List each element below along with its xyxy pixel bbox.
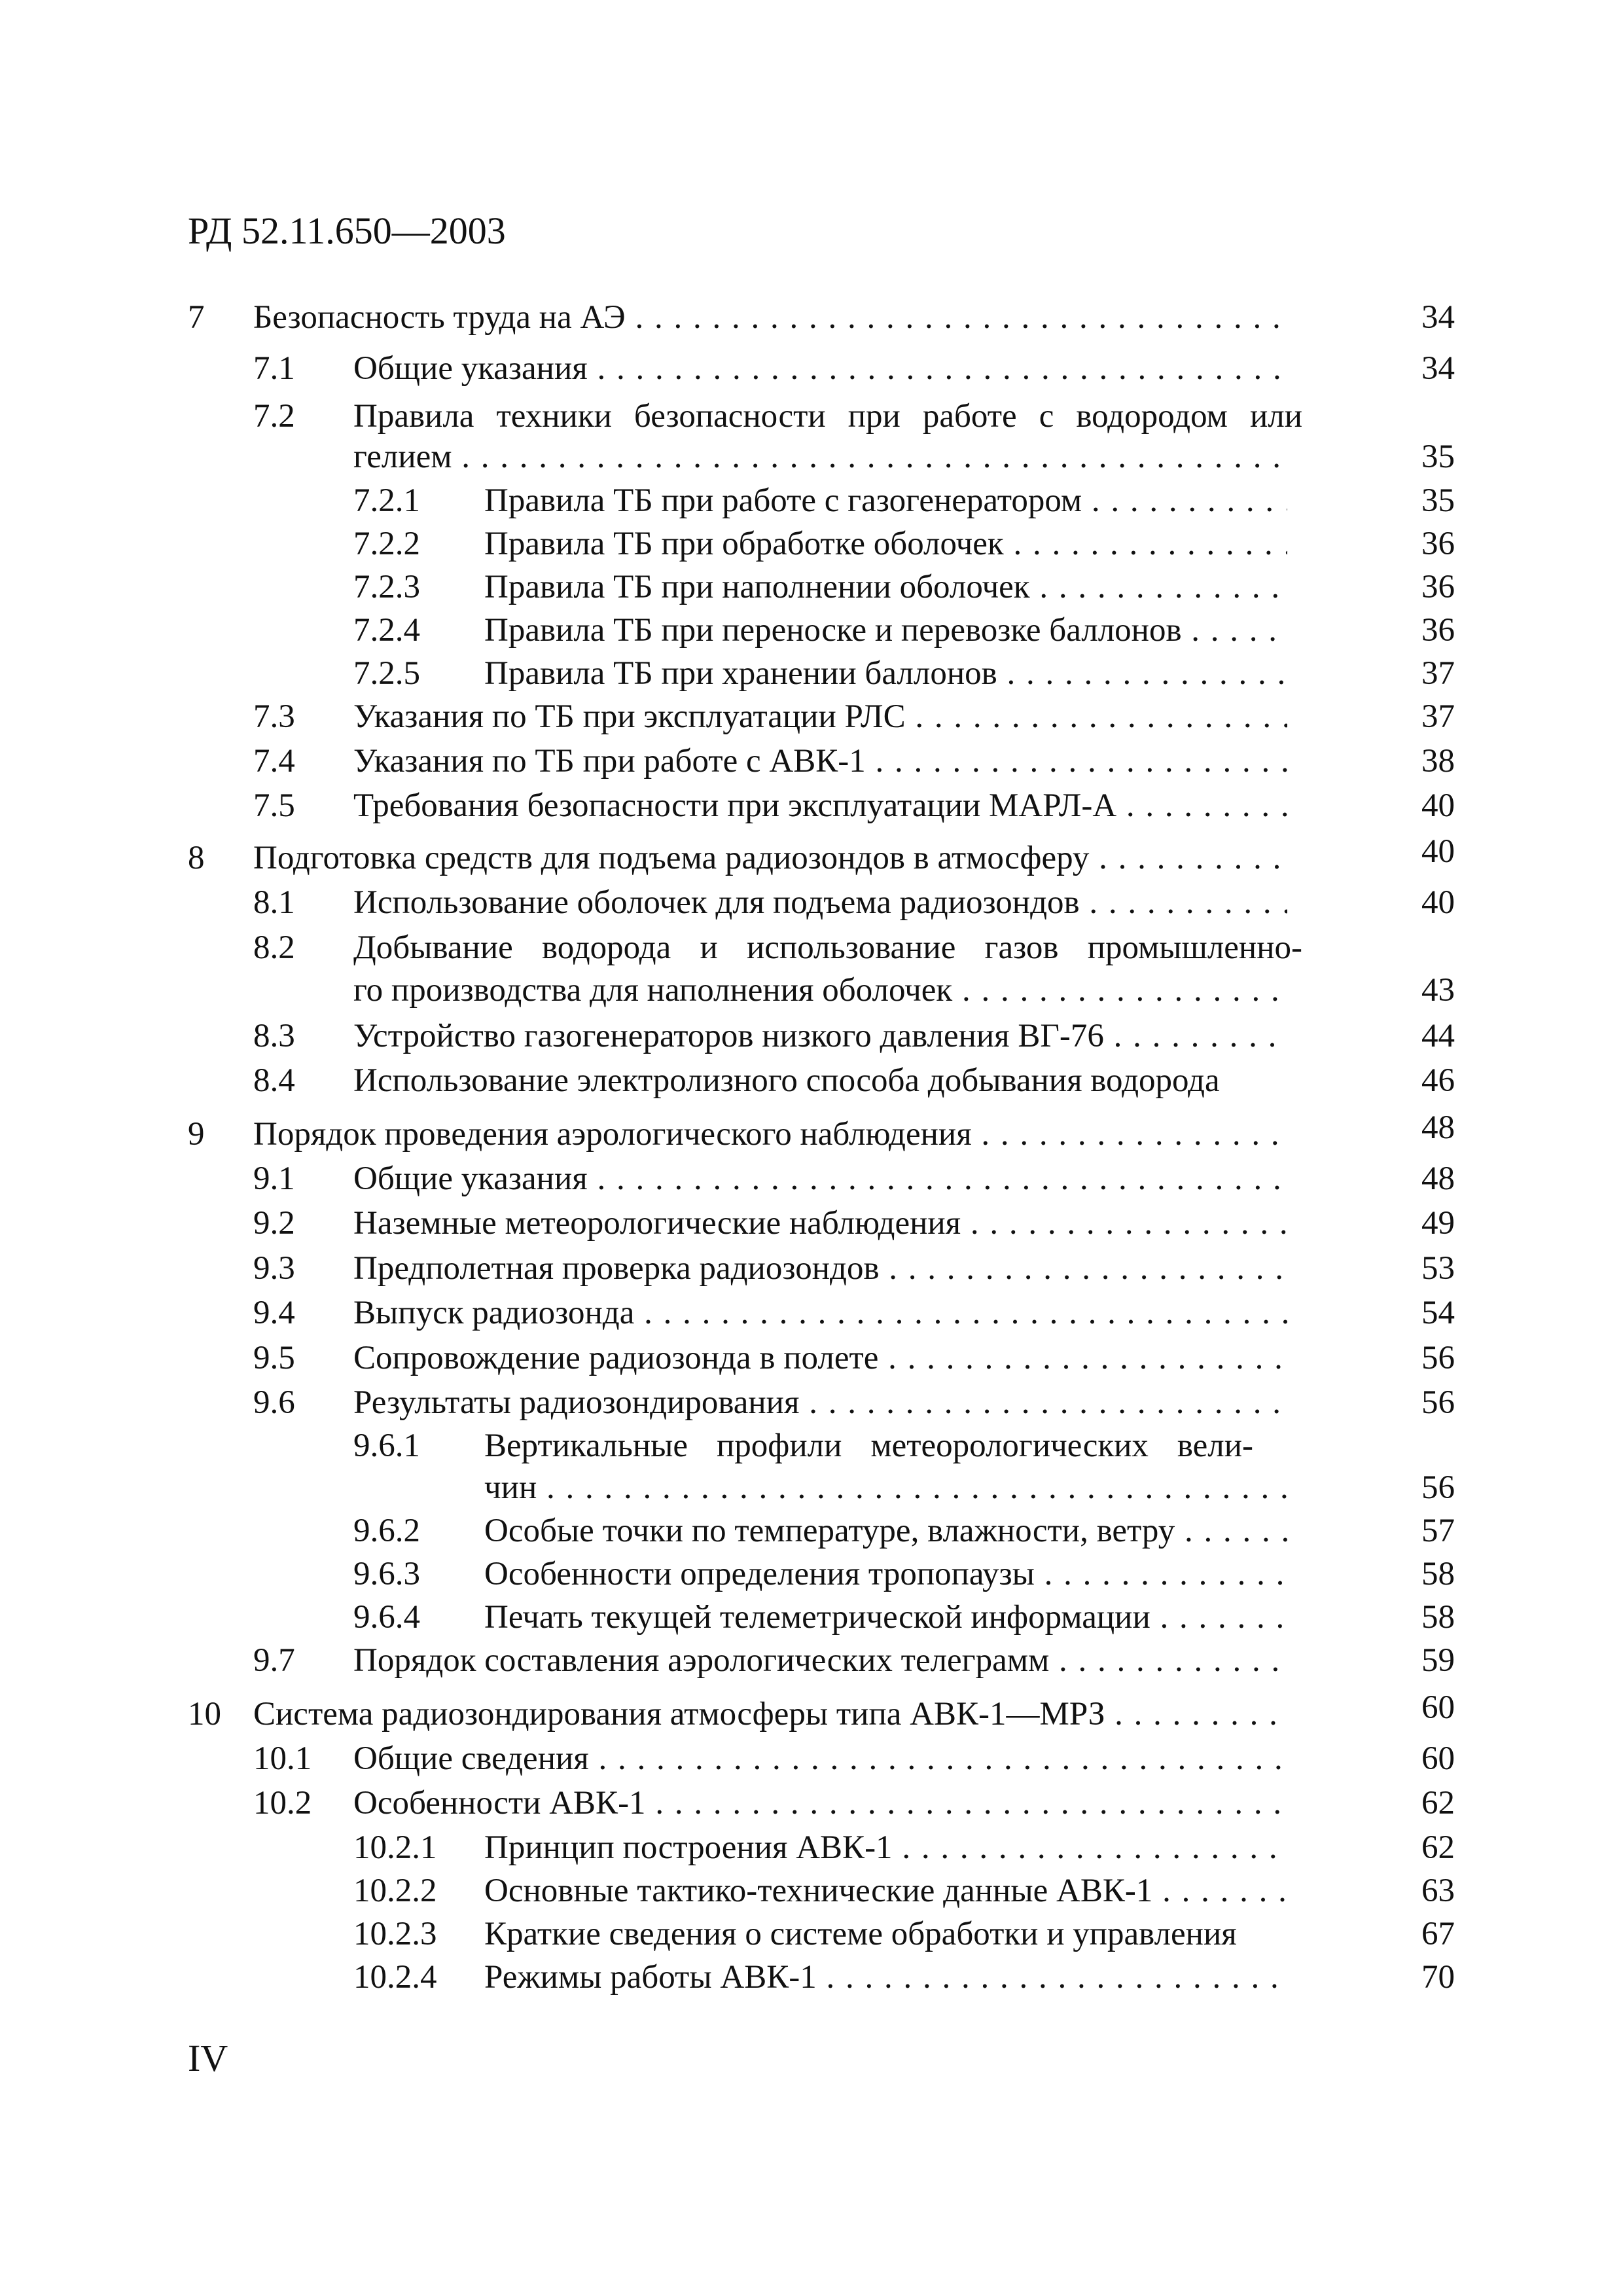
toc-entry xyxy=(0,1596,1623,1639)
toc-number: 7.2.2 xyxy=(353,526,420,562)
toc-page: 62 xyxy=(1421,1829,1455,1866)
toc-page: 40 xyxy=(1421,787,1455,824)
toc-number: 8.4 xyxy=(253,1062,295,1099)
toc-number: 9.3 xyxy=(253,1250,295,1287)
toc-number: 10.2 xyxy=(253,1785,312,1821)
toc-title: Особые точки по температуре, влажности, ветру . . . xyxy=(484,1509,1287,1552)
toc-entry xyxy=(0,926,1623,969)
toc-page: 38 xyxy=(1421,743,1455,780)
toc-number: 7 xyxy=(188,299,205,336)
toc-number: 7.1 xyxy=(253,350,295,387)
toc-page: 36 xyxy=(1421,526,1455,562)
toc-title-line: го производства для наполнения оболочек . . . xyxy=(353,969,1287,1012)
toc-entry-continuation xyxy=(0,969,1623,1012)
toc-title: Основные тактико-технические данные АВК-1 . . . xyxy=(484,1869,1287,1912)
toc-entry-continuation xyxy=(0,1466,1623,1509)
toc-number: 10.2.2 xyxy=(353,1873,437,1909)
toc-page: 49 xyxy=(1421,1205,1455,1242)
toc-title: Выпуск радиозонда . . . xyxy=(353,1291,1287,1335)
toc-page: 35 xyxy=(1421,482,1455,519)
toc-number: 9.2 xyxy=(253,1205,295,1242)
toc-number: 7.2.1 xyxy=(353,482,420,519)
toc-title-line: гелием . . . xyxy=(353,435,1287,478)
toc-entry xyxy=(0,1639,1623,1682)
toc-title: Особенности АВК-1 . . . xyxy=(353,1782,1287,1825)
toc-number: 9.4 xyxy=(253,1295,295,1331)
toc-number: 8.2 xyxy=(253,929,295,966)
toc-entry xyxy=(0,609,1623,652)
toc-number: 9.7 xyxy=(253,1642,295,1679)
toc-title-line: чин . . . xyxy=(484,1466,1287,1509)
toc-page: 58 xyxy=(1421,1599,1455,1636)
toc-number: 10.2.3 xyxy=(353,1916,437,1952)
toc-page: 58 xyxy=(1421,1556,1455,1592)
toc-page: 37 xyxy=(1421,655,1455,692)
toc-number: 9 xyxy=(188,1116,205,1153)
toc-number: 9.6.2 xyxy=(353,1513,420,1549)
toc-page: 34 xyxy=(1421,299,1455,336)
toc-title: Общие указания . . . xyxy=(353,347,1287,390)
toc-page: 70 xyxy=(1421,1959,1455,1996)
toc-title: Правила ТБ при хранении баллонов . . . xyxy=(484,652,1287,695)
toc-number: 7.5 xyxy=(253,787,295,824)
toc-title: Правила ТБ при наполнении оболочек . . . xyxy=(484,565,1287,609)
toc-title: Требования безопасности при эксплуатации МАРЛ-А . . . xyxy=(353,784,1287,827)
toc-title: Порядок проведения аэрологического наблюдения . . . xyxy=(253,1113,1287,1156)
toc-title: Правила ТБ при переноске и перевозке баллонов . . . xyxy=(484,609,1287,652)
toc-title: Правила ТБ при обработке оболочек . . . xyxy=(484,522,1287,565)
toc-page: 60 xyxy=(1421,1689,1455,1726)
toc-number: 8.3 xyxy=(253,1018,295,1054)
toc-number: 10.2.4 xyxy=(353,1959,437,1996)
toc-page: 56 xyxy=(1421,1340,1455,1376)
toc-entry xyxy=(0,479,1623,522)
toc-entry xyxy=(0,784,1623,827)
toc-title: Принцип построения АВК-1 . . . xyxy=(484,1826,1287,1869)
toc-entry xyxy=(0,695,1623,738)
toc-number: 7.2 xyxy=(253,398,295,435)
toc-title: Предполетная проверка радиозондов . . . xyxy=(353,1247,1287,1290)
toc-entry xyxy=(0,395,1623,438)
toc-page: 43 xyxy=(1421,972,1455,1009)
toc-title: Порядок составления аэрологических телеграмм . . . xyxy=(353,1639,1287,1682)
toc-page: 48 xyxy=(1421,1160,1455,1197)
toc-page: 63 xyxy=(1421,1873,1455,1909)
toc-page: 37 xyxy=(1421,698,1455,735)
toc-entry xyxy=(0,1509,1623,1552)
toc-entry xyxy=(0,1381,1623,1424)
page-number: IV xyxy=(188,2037,228,2079)
toc-entry xyxy=(0,1826,1623,1869)
toc-title: Печать текущей телеметрической информации . . . xyxy=(484,1596,1287,1639)
toc-entry xyxy=(0,1912,1623,1956)
toc-entry xyxy=(0,1247,1623,1290)
toc-title: Использование электролизного способа добывания водорода xyxy=(353,1062,1220,1099)
toc-page: 36 xyxy=(1421,569,1455,605)
toc-number: 9.6.1 xyxy=(353,1427,420,1464)
toc-entry xyxy=(0,1956,1623,1999)
toc-page: 59 xyxy=(1421,1642,1455,1679)
toc-entry xyxy=(0,1059,1623,1102)
toc-page: 67 xyxy=(1421,1916,1455,1952)
toc-title: Режимы работы АВК-1 . . . xyxy=(484,1956,1287,1999)
toc-entry xyxy=(0,347,1623,390)
toc-title: Общие указания . . . xyxy=(353,1157,1287,1200)
toc-number: 10 xyxy=(188,1696,221,1732)
toc-title: Краткие сведения о системе обработки и управления xyxy=(484,1916,1237,1952)
toc-title: Подготовка средств для подъема радиозондов в атмосферу . . . xyxy=(253,836,1287,880)
toc-title-line: Вертикальные профили метеорологических вели- xyxy=(484,1427,1253,1464)
toc-title: Наземные метеорологические наблюдения . . . xyxy=(353,1202,1287,1245)
toc-page: 53 xyxy=(1421,1250,1455,1287)
toc-entry xyxy=(0,740,1623,783)
toc-entry-continuation xyxy=(0,435,1623,478)
toc-title: Использование оболочек для подъема радиозондов . . . xyxy=(353,881,1287,924)
toc-title-line: Добывание водорода и использование газов промышленно- xyxy=(353,929,1302,966)
toc-title: Сопровождение радиозонда в полете . . . xyxy=(353,1336,1287,1380)
toc-entry xyxy=(0,1291,1623,1335)
toc-number: 9.6.4 xyxy=(353,1599,420,1636)
toc-entry xyxy=(0,296,1623,339)
toc-number: 7.2.3 xyxy=(353,569,420,605)
toc-page: 56 xyxy=(1421,1469,1455,1506)
toc-page: 46 xyxy=(1421,1062,1455,1099)
toc-entry xyxy=(0,1157,1623,1200)
toc-number: 8 xyxy=(188,840,205,876)
toc-entry xyxy=(0,833,1623,880)
toc-number: 7.4 xyxy=(253,743,295,780)
toc-number: 10.1 xyxy=(253,1740,312,1777)
document-code: РД 52.11.650—2003 xyxy=(188,209,506,252)
toc-title: Указания по ТБ при эксплуатации РЛС . . . xyxy=(353,695,1287,738)
toc-page: 34 xyxy=(1421,350,1455,387)
toc-title: Общие сведения . . . xyxy=(353,1737,1287,1780)
toc-number: 7.2.5 xyxy=(353,655,420,692)
toc-page: 40 xyxy=(1421,884,1455,921)
toc-number: 10.2.1 xyxy=(353,1829,437,1866)
toc-page: 62 xyxy=(1421,1785,1455,1821)
toc-entry xyxy=(0,1737,1623,1780)
toc-entry xyxy=(0,1869,1623,1912)
toc-title: Устройство газогенераторов низкого давления ВГ-76 . . . xyxy=(353,1014,1287,1058)
toc-number: 9.6 xyxy=(253,1384,295,1421)
toc-entry xyxy=(0,1689,1623,1736)
toc-entry xyxy=(0,1202,1623,1245)
toc-entry xyxy=(0,1014,1623,1058)
toc-title: Безопасность труда на АЭ . . . xyxy=(253,296,1287,339)
toc-number: 9.6.3 xyxy=(353,1556,420,1592)
toc-number: 9.1 xyxy=(253,1160,295,1197)
toc-page: 36 xyxy=(1421,612,1455,649)
toc-title: Особенности определения тропопаузы . . . xyxy=(484,1552,1287,1596)
toc-entry xyxy=(0,1552,1623,1596)
toc-title: Указания по ТБ при работе с АВК-1 . . . xyxy=(353,740,1287,783)
toc-number: 7.3 xyxy=(253,698,295,735)
toc-entry xyxy=(0,881,1623,924)
toc-entry xyxy=(0,1109,1623,1156)
toc-entry xyxy=(0,522,1623,565)
toc-entry xyxy=(0,1336,1623,1380)
toc-entry xyxy=(0,652,1623,695)
toc-title: Результаты радиозондирования . . . xyxy=(353,1381,1287,1424)
toc-page: 57 xyxy=(1421,1513,1455,1549)
toc-number: 9.5 xyxy=(253,1340,295,1376)
toc-title: Правила ТБ при работе с газогенератором . . . xyxy=(484,479,1287,522)
toc-page: 54 xyxy=(1421,1295,1455,1331)
toc-page: 56 xyxy=(1421,1384,1455,1421)
toc-entry xyxy=(0,565,1623,609)
toc-number: 7.2.4 xyxy=(353,612,420,649)
toc-entry xyxy=(0,1782,1623,1825)
toc-number: 8.1 xyxy=(253,884,295,921)
toc-page: 60 xyxy=(1421,1740,1455,1777)
toc-title: Система радиозондирования атмосферы типа АВК-1—МРЗ . . . xyxy=(253,1693,1287,1736)
toc-page: 44 xyxy=(1421,1018,1455,1054)
toc-page: 48 xyxy=(1421,1109,1455,1146)
toc-page: 40 xyxy=(1421,833,1455,870)
toc-page: 35 xyxy=(1421,439,1455,475)
toc-title-line: Правила техники безопасности при работе с водородом или xyxy=(353,398,1302,435)
toc-entry xyxy=(0,1424,1623,1467)
